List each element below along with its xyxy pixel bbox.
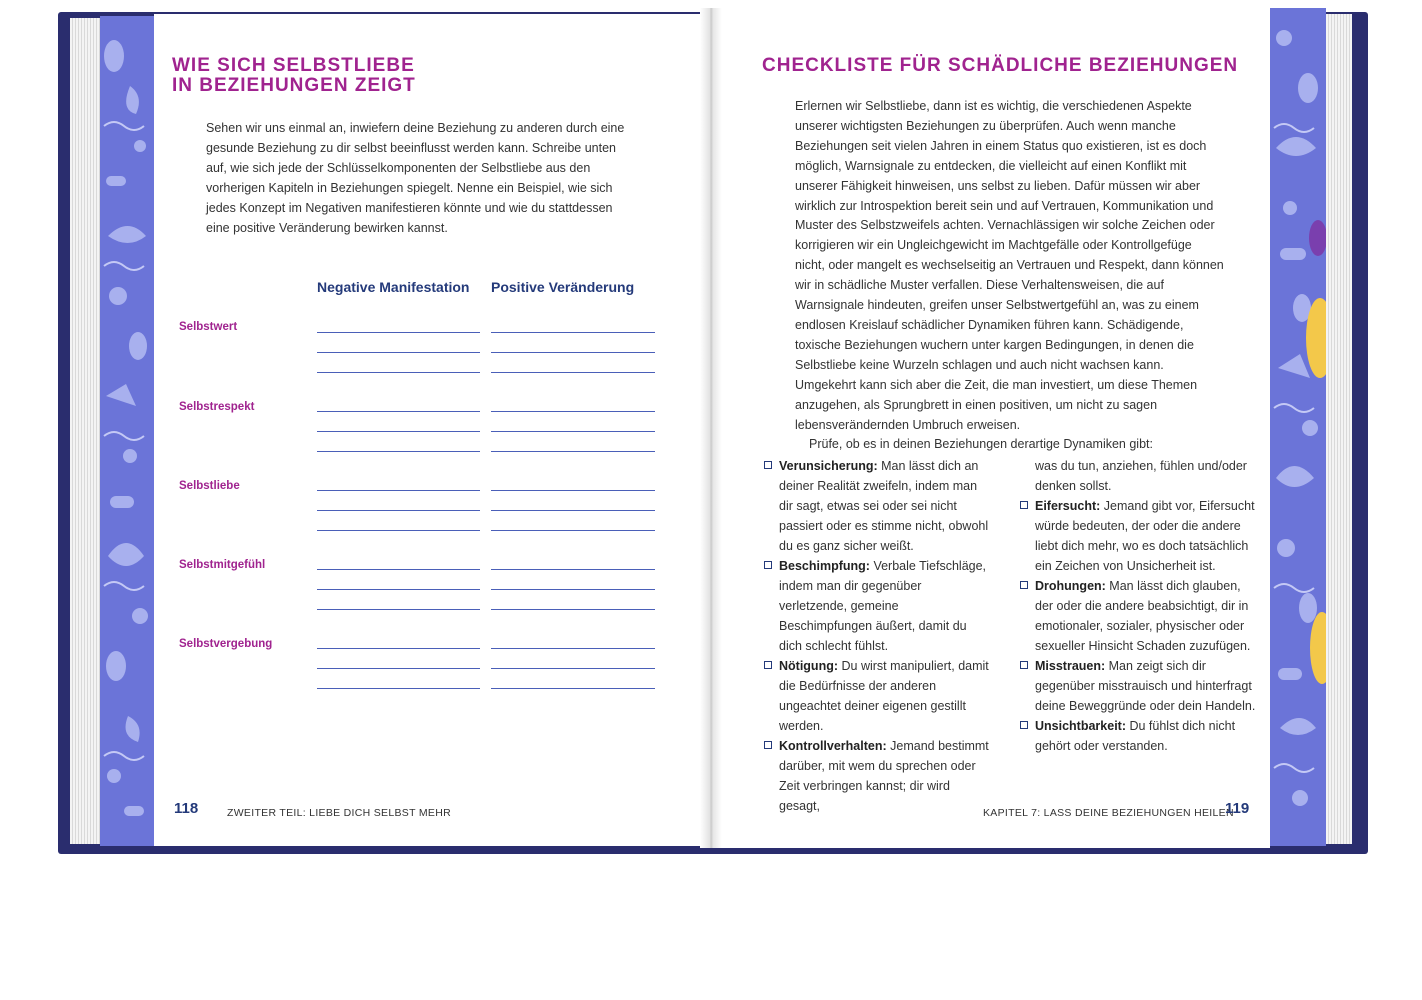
checklist-column-right	[1020, 456, 1256, 756]
write-in-line[interactable]	[491, 411, 655, 412]
write-in-line[interactable]	[491, 609, 655, 610]
checkbox-icon[interactable]	[1020, 581, 1028, 589]
checklist-term: Drohungen:	[1035, 579, 1106, 593]
checklist-item	[1020, 716, 1256, 756]
running-head-left: ZWEITER TEIL: LIEBE DICH SELBST MEHR	[227, 807, 451, 819]
right-intro-prompt: Prüfe, ob es in deinen Beziehungen derartige Dynamiken gibt:	[809, 437, 1153, 452]
write-in-line[interactable]	[317, 490, 480, 491]
write-in-line[interactable]	[491, 648, 655, 649]
write-in-line[interactable]	[317, 352, 480, 353]
left-intro-text: Sehen wir uns einmal an, inwiefern deine Beziehung zu anderen durch eine gesunde Beziehung zu dir selbst beeinflusst werden kann. Schreibe unten auf, wie sich jede der Schlüsselkomponenten der Selbstliebe aus den vorherigen Kapiteln in Beziehungen spiegelt. Nenne ein Beispiel, wie sich jedes Konzept im Negativen manifestieren könnte und wie du stattdessen eine positive Veränderung bewirken kannst.	[206, 121, 625, 235]
page-number-left: 118	[174, 800, 199, 817]
write-in-line[interactable]	[317, 648, 480, 649]
checklist-text: Man lässt dich an deiner Realität zweifeln, indem man dir sagt, etwas sei oder sei nicht passiert oder es stimme nicht, obwohl du es ganz sicher weißt.	[779, 459, 989, 553]
checklist-item	[1020, 496, 1256, 576]
checklist-item	[764, 736, 992, 816]
checklist-item	[1020, 576, 1256, 656]
write-in-line[interactable]	[491, 451, 655, 452]
write-in-line[interactable]	[317, 411, 480, 412]
checklist-text: Verbale Tiefschläge, indem man dir gegenüber verletzende, gemeine Beschimpfungen äußert, damit du dich schlecht fühlst.	[779, 559, 987, 653]
write-in-line[interactable]	[491, 332, 655, 333]
left-title-line-2: IN BEZIEHUNGEN ZEIGT	[172, 75, 416, 96]
left-page-title	[172, 56, 416, 96]
write-in-line[interactable]	[317, 589, 480, 590]
checklist-item	[1020, 656, 1256, 716]
decorative-pattern-left	[100, 16, 154, 846]
write-in-line[interactable]	[317, 372, 480, 373]
write-in-line[interactable]	[317, 431, 480, 432]
write-in-line[interactable]	[317, 332, 480, 333]
right-page-title: CHECKLISTE FÜR SCHÄDLICHE BEZIEHUNGEN	[762, 55, 1239, 76]
checklist-item-continuation: was du tun, anziehen, fühlen und/oder denken sollst.	[1035, 459, 1247, 493]
page-edges-right	[1326, 14, 1352, 844]
left-title-line-1: WIE SICH SELBSTLIEBE	[172, 55, 415, 76]
write-in-line[interactable]	[317, 668, 480, 669]
checklist-term: Nötigung:	[779, 659, 839, 673]
write-in-line[interactable]	[491, 490, 655, 491]
book-gutter	[700, 8, 722, 848]
checklist-text: Man zeigt sich dir gegenüber misstrauisch und hinterfragt deine Beweggründe oder dein Handeln.	[1035, 659, 1256, 713]
row-label-selbstvergebung: Selbstvergebung	[179, 638, 273, 650]
write-in-line[interactable]	[317, 510, 480, 511]
checklist-text: Du fühlst dich nicht gehört oder verstanden.	[1035, 719, 1236, 753]
checklist-item	[764, 656, 992, 736]
right-intro-paragraph: Erlernen wir Selbstliebe, dann ist es wichtig, die verschiedenen Aspekte unserer wichtigsten Beziehungen zu überprüfen. Auch wenn manche Beziehungen seit vielen Jahren in einem Status quo existieren, ist es doch möglich, Warnsignale zu entdecken, die vielleicht auf einen Konflikt mit unserer Fähigkeit hinweisen, uns selbst zu lieben. Dafür müssen wir aber wirklich zur Introspektion bereit sein und auf Vertrauen, Kommunikation und Muster des Selbstzweifels achten. Vernachlässigen wir solche Zeichen oder korrigieren wir ein Ungleichgewicht im Machtgefälle oder Kontrollgefüge nicht, oder mangelt es wechselseitig an Vertrauen und Respekt, dann können wir in schädliche Muster verfallen. Diese Verhaltensweisen, die auf Warnsignale hindeuten, greifen unser Selbstwertgefühl an, was zu einem endlosen Kreislauf schädlicher Dynamiken führen kann. Schädigende, toxische Beziehungen wuchern unter kargen Bedingungen, in denen die Selbstliebe keine Wurzeln schlagen und auch nicht wachsen kann. Umgekehrt kann sich aber die Zeit, die man investiert, um diese Themen anzugehen, als Sprungbrett in einen positiven, um nicht zu sagen lebensverändernden Umbruch erweisen.	[795, 99, 1224, 432]
write-in-line[interactable]	[491, 569, 655, 570]
checklist-term: Misstrauen:	[1035, 659, 1106, 673]
write-in-line[interactable]	[317, 609, 480, 610]
checklist-text: Man lässt dich glauben, der oder die andere beabsichtigt, dir in emotionaler, sozialer, physischer oder sexueller Hinsicht Schaden zuzufügen.	[1035, 579, 1251, 653]
write-in-line[interactable]	[491, 589, 655, 590]
checklist-term: Kontrollverhalten:	[779, 739, 887, 753]
checkbox-icon[interactable]	[1020, 661, 1028, 669]
checkbox-icon[interactable]	[764, 461, 772, 469]
write-in-line[interactable]	[491, 688, 655, 689]
column-header-positive: Positive Veränderung	[491, 279, 635, 295]
write-in-line[interactable]	[491, 668, 655, 669]
right-intro-text	[795, 97, 1225, 455]
decorative-pattern-right	[1270, 8, 1326, 846]
checkbox-icon[interactable]	[764, 661, 772, 669]
checklist-text: Jemand bestimmt darüber, mit wem du sprechen oder Zeit verbringen kannst; dir wird gesagt,	[779, 739, 989, 813]
checklist-item	[764, 456, 992, 556]
write-in-line[interactable]	[491, 530, 655, 531]
running-head-right: KAPITEL 7: LASS DEINE BEZIEHUNGEN HEILEN	[983, 807, 1234, 819]
column-header-negative: Negative Manifestation	[317, 279, 470, 295]
checkbox-icon[interactable]	[764, 741, 772, 749]
checklist-item	[764, 556, 992, 656]
row-label-selbstliebe: Selbstliebe	[179, 480, 240, 492]
write-in-line[interactable]	[491, 372, 655, 373]
checklist-term: Unsichtbarkeit:	[1035, 719, 1126, 733]
row-label-selbstmitgefuehl: Selbstmitgefühl	[179, 559, 266, 571]
write-in-line[interactable]	[317, 569, 480, 570]
write-in-line[interactable]	[317, 451, 480, 452]
row-label-selbstwert: Selbstwert	[179, 321, 238, 333]
checklist-term: Verunsicherung:	[779, 459, 878, 473]
checkbox-icon[interactable]	[1020, 721, 1028, 729]
checklist-term: Beschimpfung:	[779, 559, 870, 573]
page-edges-left	[70, 18, 102, 844]
write-in-line[interactable]	[491, 352, 655, 353]
write-in-line[interactable]	[491, 510, 655, 511]
write-in-line[interactable]	[491, 431, 655, 432]
checklist-text: Du wirst manipuliert, damit die Bedürfnisse der anderen ungeachtet deiner eigenen gestillt werden.	[779, 659, 989, 733]
write-in-line[interactable]	[317, 688, 480, 689]
checkbox-icon[interactable]	[1020, 501, 1028, 509]
page-number-right: 119	[1225, 800, 1250, 817]
checkbox-icon[interactable]	[764, 561, 772, 569]
write-in-line[interactable]	[317, 530, 480, 531]
checklist-text: Jemand gibt vor, Eifersucht würde bedeuten, der oder die andere liebt dich mehr, wo es doch tatsächlich ein Zeichen von Unsicherheit ist.	[1035, 499, 1255, 573]
checklist-column-left	[764, 456, 992, 816]
checklist-term: Eifersucht:	[1035, 499, 1101, 513]
row-label-selbstrespekt: Selbstrespekt	[179, 401, 255, 413]
